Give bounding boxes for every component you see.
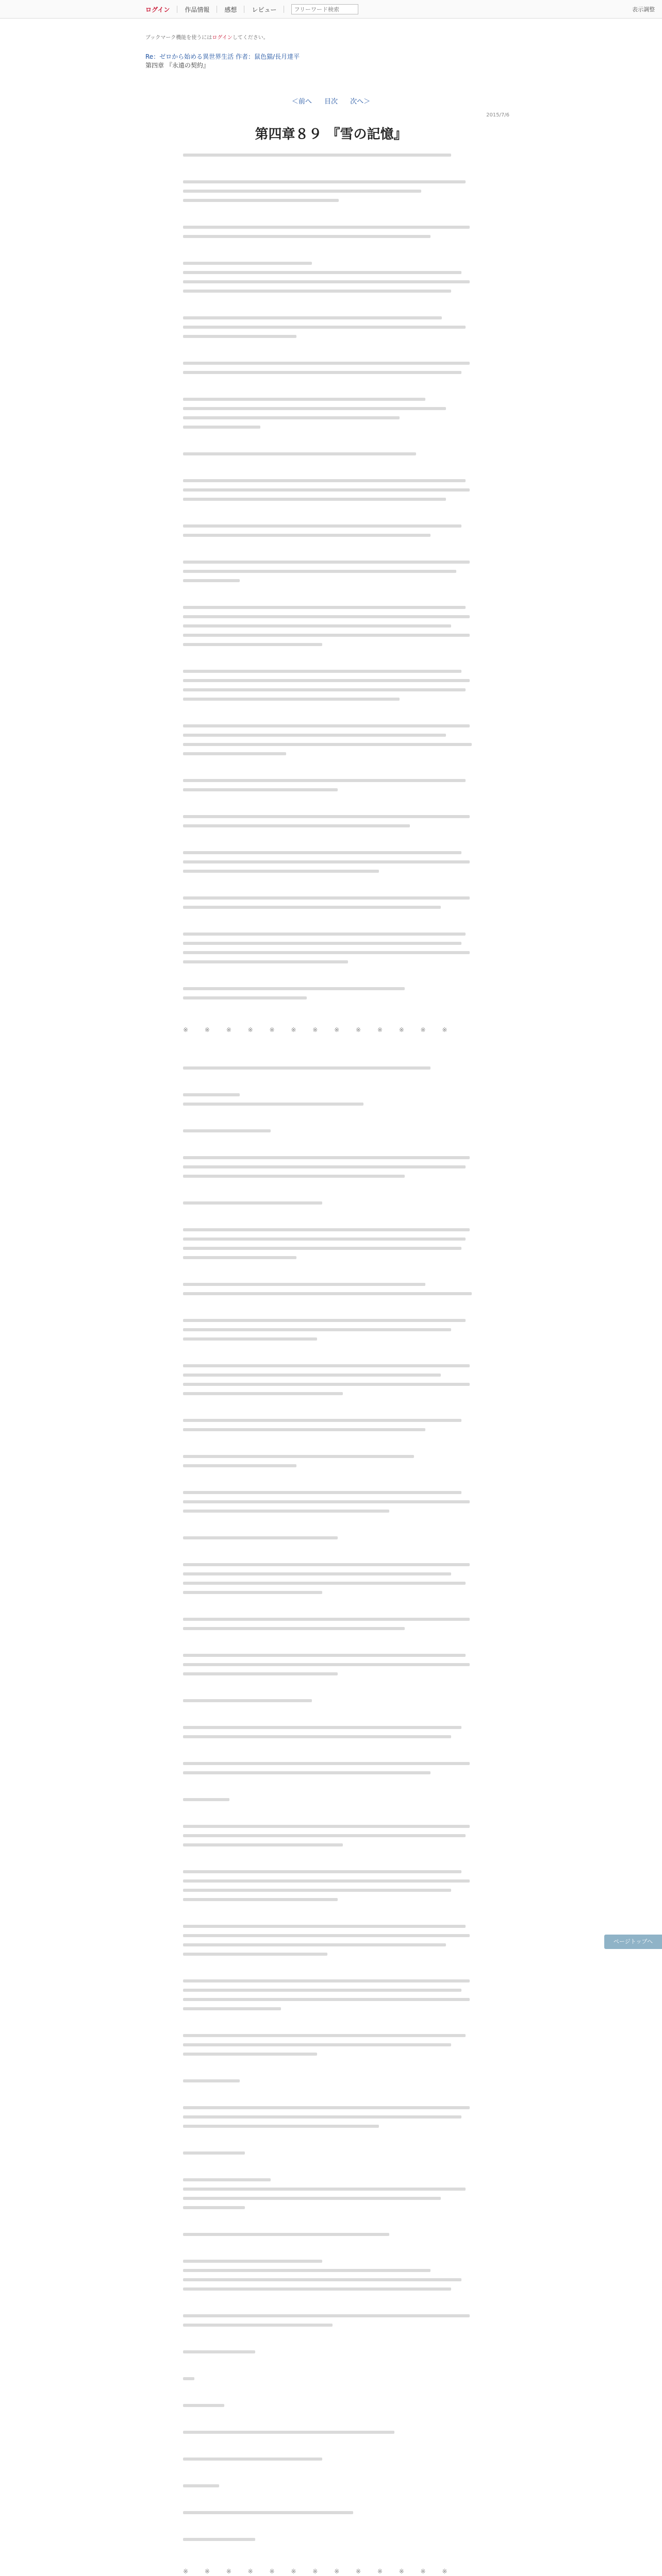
body-paragraph-87 xyxy=(183,1572,451,1575)
body-paragraph-133 xyxy=(183,2314,470,2317)
body-paragraph-45 xyxy=(183,824,410,827)
body-paragraph-137 xyxy=(183,2404,224,2407)
body-paragraph-121 xyxy=(183,2115,461,2119)
body-paragraph-28 xyxy=(183,579,240,582)
body-paragraph-118 xyxy=(183,2053,317,2056)
body-paragraph-36 xyxy=(183,688,466,691)
body-paragraph-50 xyxy=(183,906,441,909)
body-paragraph-26 xyxy=(183,561,470,564)
body-paragraph-86 xyxy=(183,1563,470,1566)
body-paragraph-49 xyxy=(183,896,470,900)
body-paragraph-90 xyxy=(183,1618,470,1621)
novel-title-link[interactable]: Re：ゼロから始める異世界生活 作者：鼠色猫/長月達平 xyxy=(145,53,300,60)
body-paragraph xyxy=(183,670,478,701)
body-paragraph-24 xyxy=(183,524,461,528)
body-paragraph-27 xyxy=(183,570,456,573)
body-paragraph-142 xyxy=(183,2538,255,2541)
body-paragraph-20 xyxy=(183,452,416,455)
body-paragraph-33 xyxy=(183,643,322,646)
body-paragraph-14 xyxy=(183,362,470,365)
body-paragraph xyxy=(183,2151,478,2155)
body-paragraph-108 xyxy=(183,1925,466,1928)
body-paragraph-99 xyxy=(183,1771,431,1774)
body-paragraph xyxy=(183,2233,478,2236)
body-paragraph-69 xyxy=(183,1283,425,1286)
body-paragraph-135 xyxy=(183,2350,255,2353)
body-paragraph-2 xyxy=(183,180,466,183)
body-paragraph-11 xyxy=(183,316,442,319)
body-paragraph xyxy=(183,1491,478,1513)
body-paragraph-106 xyxy=(183,1889,451,1892)
bookmark-notice xyxy=(145,33,269,41)
body-paragraph-75 xyxy=(183,1374,441,1377)
body-paragraph xyxy=(183,2260,478,2291)
body-paragraph xyxy=(183,362,478,374)
body-paragraph-101 xyxy=(183,1825,470,1828)
body-paragraph-141 xyxy=(183,2511,353,2514)
body-paragraph-73 xyxy=(183,1337,317,1341)
body-paragraph xyxy=(183,2538,478,2541)
body-paragraph-109 xyxy=(183,1934,470,1937)
body-paragraph xyxy=(183,1066,478,1070)
body-paragraph-54 xyxy=(183,960,348,963)
body-paragraph xyxy=(183,2350,478,2353)
body-paragraph-94 xyxy=(183,1672,338,1675)
body-paragraph xyxy=(183,779,478,791)
body-paragraph-111 xyxy=(183,1953,327,1956)
body-paragraph-9 xyxy=(183,280,470,283)
page-top-tab[interactable]: ページトップへ xyxy=(604,1935,662,1949)
body-paragraph-59 xyxy=(183,1103,363,1106)
login-link[interactable]: ログイン xyxy=(145,6,170,13)
body-paragraph-1 xyxy=(183,154,451,157)
body-paragraph xyxy=(183,1156,478,1178)
body-paragraph-16 xyxy=(183,398,425,401)
body-paragraph-76 xyxy=(183,1383,470,1386)
body-paragraph xyxy=(183,561,478,582)
body-paragraph-41 xyxy=(183,752,286,755)
body-paragraph xyxy=(183,1129,478,1132)
body-paragraph-61 xyxy=(183,1156,470,1159)
body-paragraph-82 xyxy=(183,1491,461,1494)
body-paragraph-103 xyxy=(183,1843,343,1846)
body-paragraph xyxy=(183,1228,478,1259)
chapter-body xyxy=(183,133,478,2576)
body-paragraph xyxy=(183,180,478,202)
body-paragraph xyxy=(183,2511,478,2514)
section-break: ※ ※ ※ ※ ※ ※ ※ ※ ※ ※ ※ ※ ※ xyxy=(183,2568,455,2575)
body-paragraph-37 xyxy=(183,698,400,701)
body-paragraph-46 xyxy=(183,851,461,854)
body-paragraph-19 xyxy=(183,426,260,429)
body-paragraph-91 xyxy=(183,1627,405,1630)
body-paragraph-134 xyxy=(183,2324,333,2327)
notice-text: ブックマーク機能を使うには xyxy=(145,35,212,41)
body-paragraph xyxy=(183,1563,478,1594)
body-paragraph-10 xyxy=(183,290,451,293)
body-paragraph xyxy=(183,2484,478,2487)
body-paragraph xyxy=(183,724,478,755)
search-input[interactable] xyxy=(291,4,358,14)
body-paragraph-34 xyxy=(183,670,461,673)
body-paragraph-120 xyxy=(183,2106,470,2109)
body-paragraph-128 xyxy=(183,2233,389,2236)
body-paragraph-114 xyxy=(183,1998,470,2001)
body-paragraph xyxy=(183,479,478,501)
body-paragraph xyxy=(183,1762,478,1774)
body-paragraph-17 xyxy=(183,407,446,410)
body-paragraph-68 xyxy=(183,1256,296,1259)
body-paragraph-138 xyxy=(183,2431,394,2434)
body-paragraph-18 xyxy=(183,416,400,419)
breadcrumb xyxy=(145,53,300,70)
body-paragraph xyxy=(183,933,478,963)
body-paragraph-29 xyxy=(183,606,466,609)
body-paragraph-6 xyxy=(183,235,431,238)
body-paragraph xyxy=(183,1319,478,1341)
body-paragraph-112 xyxy=(183,1979,470,1982)
body-paragraph-32 xyxy=(183,634,470,637)
body-paragraph xyxy=(183,398,478,429)
body-paragraph-53 xyxy=(183,951,470,954)
body-paragraph-140 xyxy=(183,2484,219,2487)
nav-novel-info[interactable]: 作品情報 xyxy=(185,6,210,13)
body-paragraph-110 xyxy=(183,1943,446,1946)
body-paragraph xyxy=(183,851,478,873)
body-paragraph-78 xyxy=(183,1419,461,1422)
body-paragraph-74 xyxy=(183,1364,470,1367)
body-paragraph xyxy=(183,2404,478,2407)
body-paragraph-122 xyxy=(183,2125,379,2128)
body-paragraph xyxy=(183,1654,478,1675)
body-paragraph xyxy=(183,2034,478,2056)
body-paragraph-48 xyxy=(183,870,379,873)
body-paragraph xyxy=(183,1455,478,1467)
body-paragraph xyxy=(183,154,451,157)
nav-reviews[interactable]: レビュー xyxy=(252,6,277,13)
body-paragraph-139 xyxy=(183,2458,322,2461)
body-paragraph-131 xyxy=(183,2278,461,2281)
notice-login-link[interactable]: ログイン xyxy=(212,35,233,41)
body-paragraph-119 xyxy=(183,2079,240,2082)
body-paragraph xyxy=(183,1925,478,1956)
body-paragraph xyxy=(183,226,478,238)
body-paragraph-92 xyxy=(183,1654,466,1657)
body-paragraph-104 xyxy=(183,1870,461,1873)
body-paragraph-13 xyxy=(183,335,296,338)
next-chapter-link[interactable]: 次へ＞ xyxy=(350,98,371,106)
body-paragraph-21 xyxy=(183,479,466,482)
body-paragraph-105 xyxy=(183,1879,470,1883)
body-paragraph-88 xyxy=(183,1582,466,1585)
body-paragraph xyxy=(183,1798,478,1801)
body-paragraph-125 xyxy=(183,2188,466,2191)
chapter-title: 第四章８９ 『雪の記憶』 xyxy=(255,127,407,142)
body-paragraph-84 xyxy=(183,1510,389,1513)
body-paragraph-64 xyxy=(183,1201,322,1205)
body-paragraph-31 xyxy=(183,624,451,628)
body-paragraph-51 xyxy=(183,933,466,936)
body-paragraph-3 xyxy=(183,190,421,193)
body-paragraph-129 xyxy=(183,2260,322,2263)
chapter-group-label: 第四章 『永遠の契約』 xyxy=(145,62,209,69)
body-paragraph-83 xyxy=(183,1500,470,1503)
body-paragraph-40 xyxy=(183,743,472,746)
site-header xyxy=(0,0,662,19)
body-paragraph-22 xyxy=(183,488,470,492)
body-paragraph-79 xyxy=(183,1428,425,1431)
body-paragraph-95 xyxy=(183,1699,312,1702)
body-paragraph xyxy=(183,1979,478,2010)
body-paragraph-71 xyxy=(183,1319,466,1322)
body-paragraph-38 xyxy=(183,724,470,727)
body-paragraph xyxy=(183,2106,478,2128)
body-paragraph-107 xyxy=(183,1898,338,1901)
display-settings-link[interactable]: 表示調整 xyxy=(632,6,655,13)
body-paragraph-80 xyxy=(183,1455,414,1458)
body-paragraph-15 xyxy=(183,371,461,374)
body-paragraph xyxy=(183,1618,478,1630)
body-paragraph-56 xyxy=(183,996,307,999)
body-paragraph-136 xyxy=(183,2377,194,2380)
body-paragraph-117 xyxy=(183,2043,451,2046)
body-paragraph-4 xyxy=(183,199,339,202)
body-paragraph xyxy=(183,1201,478,1205)
body-paragraph-127 xyxy=(183,2206,245,2209)
body-paragraph xyxy=(183,1699,478,1702)
body-paragraph xyxy=(183,1726,478,1738)
body-paragraph-35 xyxy=(183,679,470,682)
body-paragraph xyxy=(183,524,478,537)
body-paragraph-30 xyxy=(183,615,470,618)
nav-impressions[interactable]: 感想 xyxy=(224,6,237,13)
body-paragraph-8 xyxy=(183,271,461,274)
body-paragraph-100 xyxy=(183,1798,229,1801)
body-paragraph-102 xyxy=(183,1834,466,1837)
body-paragraph-23 xyxy=(183,498,446,501)
body-paragraph-62 xyxy=(183,1165,466,1168)
body-paragraph-130 xyxy=(183,2269,431,2272)
body-paragraph-57 xyxy=(183,1066,431,1070)
body-paragraph-132 xyxy=(183,2287,451,2291)
body-paragraph-124 xyxy=(183,2178,271,2181)
body-paragraph xyxy=(183,2314,478,2327)
body-paragraph xyxy=(183,1364,478,1395)
body-paragraph xyxy=(183,2377,478,2380)
chapter-pager-top xyxy=(0,96,662,106)
body-paragraph-25 xyxy=(183,534,431,537)
prev-chapter-link[interactable]: ＜前へ xyxy=(291,98,312,106)
body-paragraph xyxy=(183,2431,478,2434)
body-paragraph xyxy=(183,2178,478,2209)
body-paragraph-66 xyxy=(183,1238,466,1241)
body-paragraph-43 xyxy=(183,788,338,791)
body-paragraph-98 xyxy=(183,1762,470,1765)
section-break: ※ ※ ※ ※ ※ ※ ※ ※ ※ ※ ※ ※ ※ xyxy=(183,1026,455,1033)
body-paragraph-70 xyxy=(183,1292,472,1295)
body-paragraph-126 xyxy=(183,2197,441,2200)
body-paragraph-5 xyxy=(183,226,470,229)
body-paragraph-81 xyxy=(183,1464,296,1467)
body-paragraph xyxy=(183,262,478,293)
index-link[interactable]: 目次 xyxy=(324,98,338,106)
body-paragraph xyxy=(183,1825,478,1846)
body-paragraph-7 xyxy=(183,262,312,265)
body-paragraph-116 xyxy=(183,2034,466,2037)
body-paragraph xyxy=(183,1093,478,1106)
body-paragraph xyxy=(183,1283,478,1295)
body-paragraph-39 xyxy=(183,734,446,737)
body-paragraph-44 xyxy=(183,815,470,818)
body-paragraph-97 xyxy=(183,1735,451,1738)
body-paragraph xyxy=(183,606,478,646)
body-paragraph-60 xyxy=(183,1129,271,1132)
body-paragraph-115 xyxy=(183,2007,281,2010)
body-paragraph-96 xyxy=(183,1726,461,1729)
body-paragraph-47 xyxy=(183,860,470,863)
body-paragraph xyxy=(183,815,478,827)
body-paragraph-93 xyxy=(183,1663,470,1666)
header-nav xyxy=(145,4,358,14)
notice-text-end: してください。 xyxy=(232,35,269,41)
post-date: 2015/7/6 xyxy=(486,112,509,118)
body-paragraph-42 xyxy=(183,779,466,782)
body-paragraph-67 xyxy=(183,1247,461,1250)
body-paragraph-85 xyxy=(183,1536,338,1539)
body-paragraph xyxy=(183,1419,478,1431)
body-paragraph xyxy=(183,2079,478,2082)
body-paragraph xyxy=(183,896,478,909)
body-paragraph xyxy=(183,452,478,455)
body-paragraph xyxy=(183,2458,478,2461)
body-paragraph-72 xyxy=(183,1328,451,1331)
body-paragraph-89 xyxy=(183,1591,322,1594)
body-paragraph xyxy=(183,316,478,338)
body-paragraph xyxy=(183,987,478,999)
body-paragraph-12 xyxy=(183,326,466,329)
body-paragraph xyxy=(183,1870,478,1901)
body-paragraph-52 xyxy=(183,942,461,945)
body-paragraph-123 xyxy=(183,2151,245,2155)
body-paragraph-65 xyxy=(183,1228,470,1231)
body-paragraph-113 xyxy=(183,1989,461,1992)
body-paragraph-58 xyxy=(183,1093,240,1096)
body-paragraph-63 xyxy=(183,1175,405,1178)
body-paragraph-55 xyxy=(183,987,405,990)
body-paragraph xyxy=(183,1536,478,1539)
body-paragraph-77 xyxy=(183,1392,343,1395)
